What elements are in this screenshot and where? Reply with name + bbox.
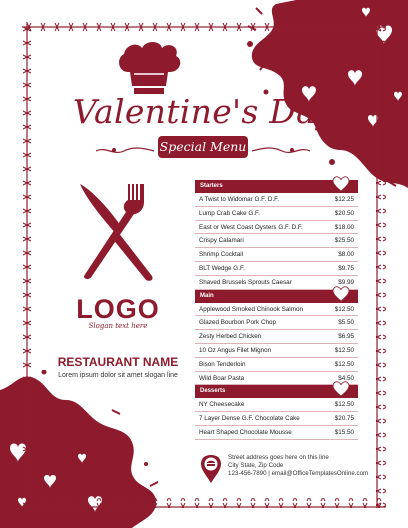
menu-item-row (195, 426, 358, 440)
section-title: Starters (200, 183, 223, 189)
item-price: $20.75 (334, 415, 354, 423)
item-price: $8.00 (338, 251, 354, 259)
left-flourish-ornament (96, 144, 156, 158)
item-name: Crispy Calamari (199, 237, 244, 245)
menu-item-row (195, 398, 358, 412)
item-name: 10 Oz Angus Filet Mignon (199, 346, 272, 354)
item-price: $25.50 (334, 237, 354, 245)
item-price: $5.50 (338, 319, 354, 327)
fork-knife-icon (72, 182, 162, 282)
item-name: Applewood Smoked Chinook Salmon (199, 305, 303, 313)
item-price: $12.50 (334, 305, 354, 313)
item-name: Shaved Brussels Sprouts Caesar (199, 278, 292, 286)
city-state-zip: City State, Zip Code (228, 462, 284, 470)
item-price: $12.50 (334, 360, 354, 368)
item-name: Bison Tenderloin (199, 360, 246, 368)
item-price: $4.50 (338, 374, 354, 382)
section-title: Desserts (200, 388, 226, 395)
item-price: $9.99 (338, 278, 354, 286)
section-header-starters (195, 180, 358, 193)
right-flourish-ornament (250, 144, 310, 158)
item-price: $6.95 (338, 333, 354, 341)
restaurant-tagline: Lorem ipsum dolor sit amet slogan line (58, 372, 178, 379)
logo-text: LOGO (76, 294, 160, 324)
menu-item-row (195, 234, 358, 248)
chef-hat-icon (114, 38, 184, 98)
item-price: $20.50 (334, 209, 354, 217)
item-name: Glazed Bourbon Pork Chop (199, 319, 277, 327)
street-address: Street address goes here on this line (228, 454, 329, 461)
restaurant-name: RESTAURANT NAME (57, 355, 179, 369)
contact-info: 123-456-7890 | email@OfficeTemplatesOnline.com (228, 470, 369, 478)
section-header-desserts (195, 385, 358, 398)
item-name: A Twist to Widomar G.F. D.F. (199, 196, 280, 203)
slogan-text: Slogan text here (88, 322, 148, 330)
item-price: $12.25 (334, 196, 354, 203)
menu-item-row (195, 193, 358, 207)
menu-item-row (195, 412, 358, 426)
item-price: $12.50 (334, 401, 354, 409)
menu-item-row (195, 221, 358, 235)
item-name: Wild Boar Pasta (199, 374, 245, 382)
item-name: Zesty Herbed Chicken (199, 333, 262, 341)
item-price: $12.50 (334, 346, 354, 354)
heart-icon (332, 381, 350, 397)
section-title: Main (200, 292, 214, 299)
menu-item-row (195, 248, 358, 262)
menu-item-row (195, 303, 358, 317)
menu-table (195, 180, 358, 440)
heart-icon (332, 286, 350, 302)
item-name: NY Cheesecake (199, 401, 245, 409)
menu-title: Valentine's Day (72, 92, 336, 131)
heart-icon (332, 176, 350, 192)
item-name: Lump Crab Cake G.F. (199, 209, 260, 217)
item-name: Heart Shaped Chocolate Mousse (199, 428, 292, 436)
item-price: $18.00 (334, 223, 354, 231)
special-menu-badge: Special Menu (158, 136, 248, 158)
item-price: $9.75 (338, 264, 354, 272)
item-name: East or West Coast Oysters G.F. D.F. (199, 223, 303, 231)
menu-item-row (195, 316, 358, 330)
item-price: $15.50 (334, 428, 354, 436)
menu-item-row (195, 330, 358, 344)
section-header-main (195, 290, 358, 303)
menu-item-row (195, 344, 358, 358)
address-text (228, 454, 378, 479)
menu-item-row (195, 358, 358, 372)
menu-item-row (195, 207, 358, 221)
item-name: 7 Layer Dense G.F. Chocolate Cake (199, 415, 300, 423)
location-pin-icon (200, 454, 222, 484)
item-name: Shrimp Cocktail (199, 251, 244, 259)
item-name: BLT Wedge G.F. (199, 264, 245, 272)
menu-item-row (195, 262, 358, 276)
